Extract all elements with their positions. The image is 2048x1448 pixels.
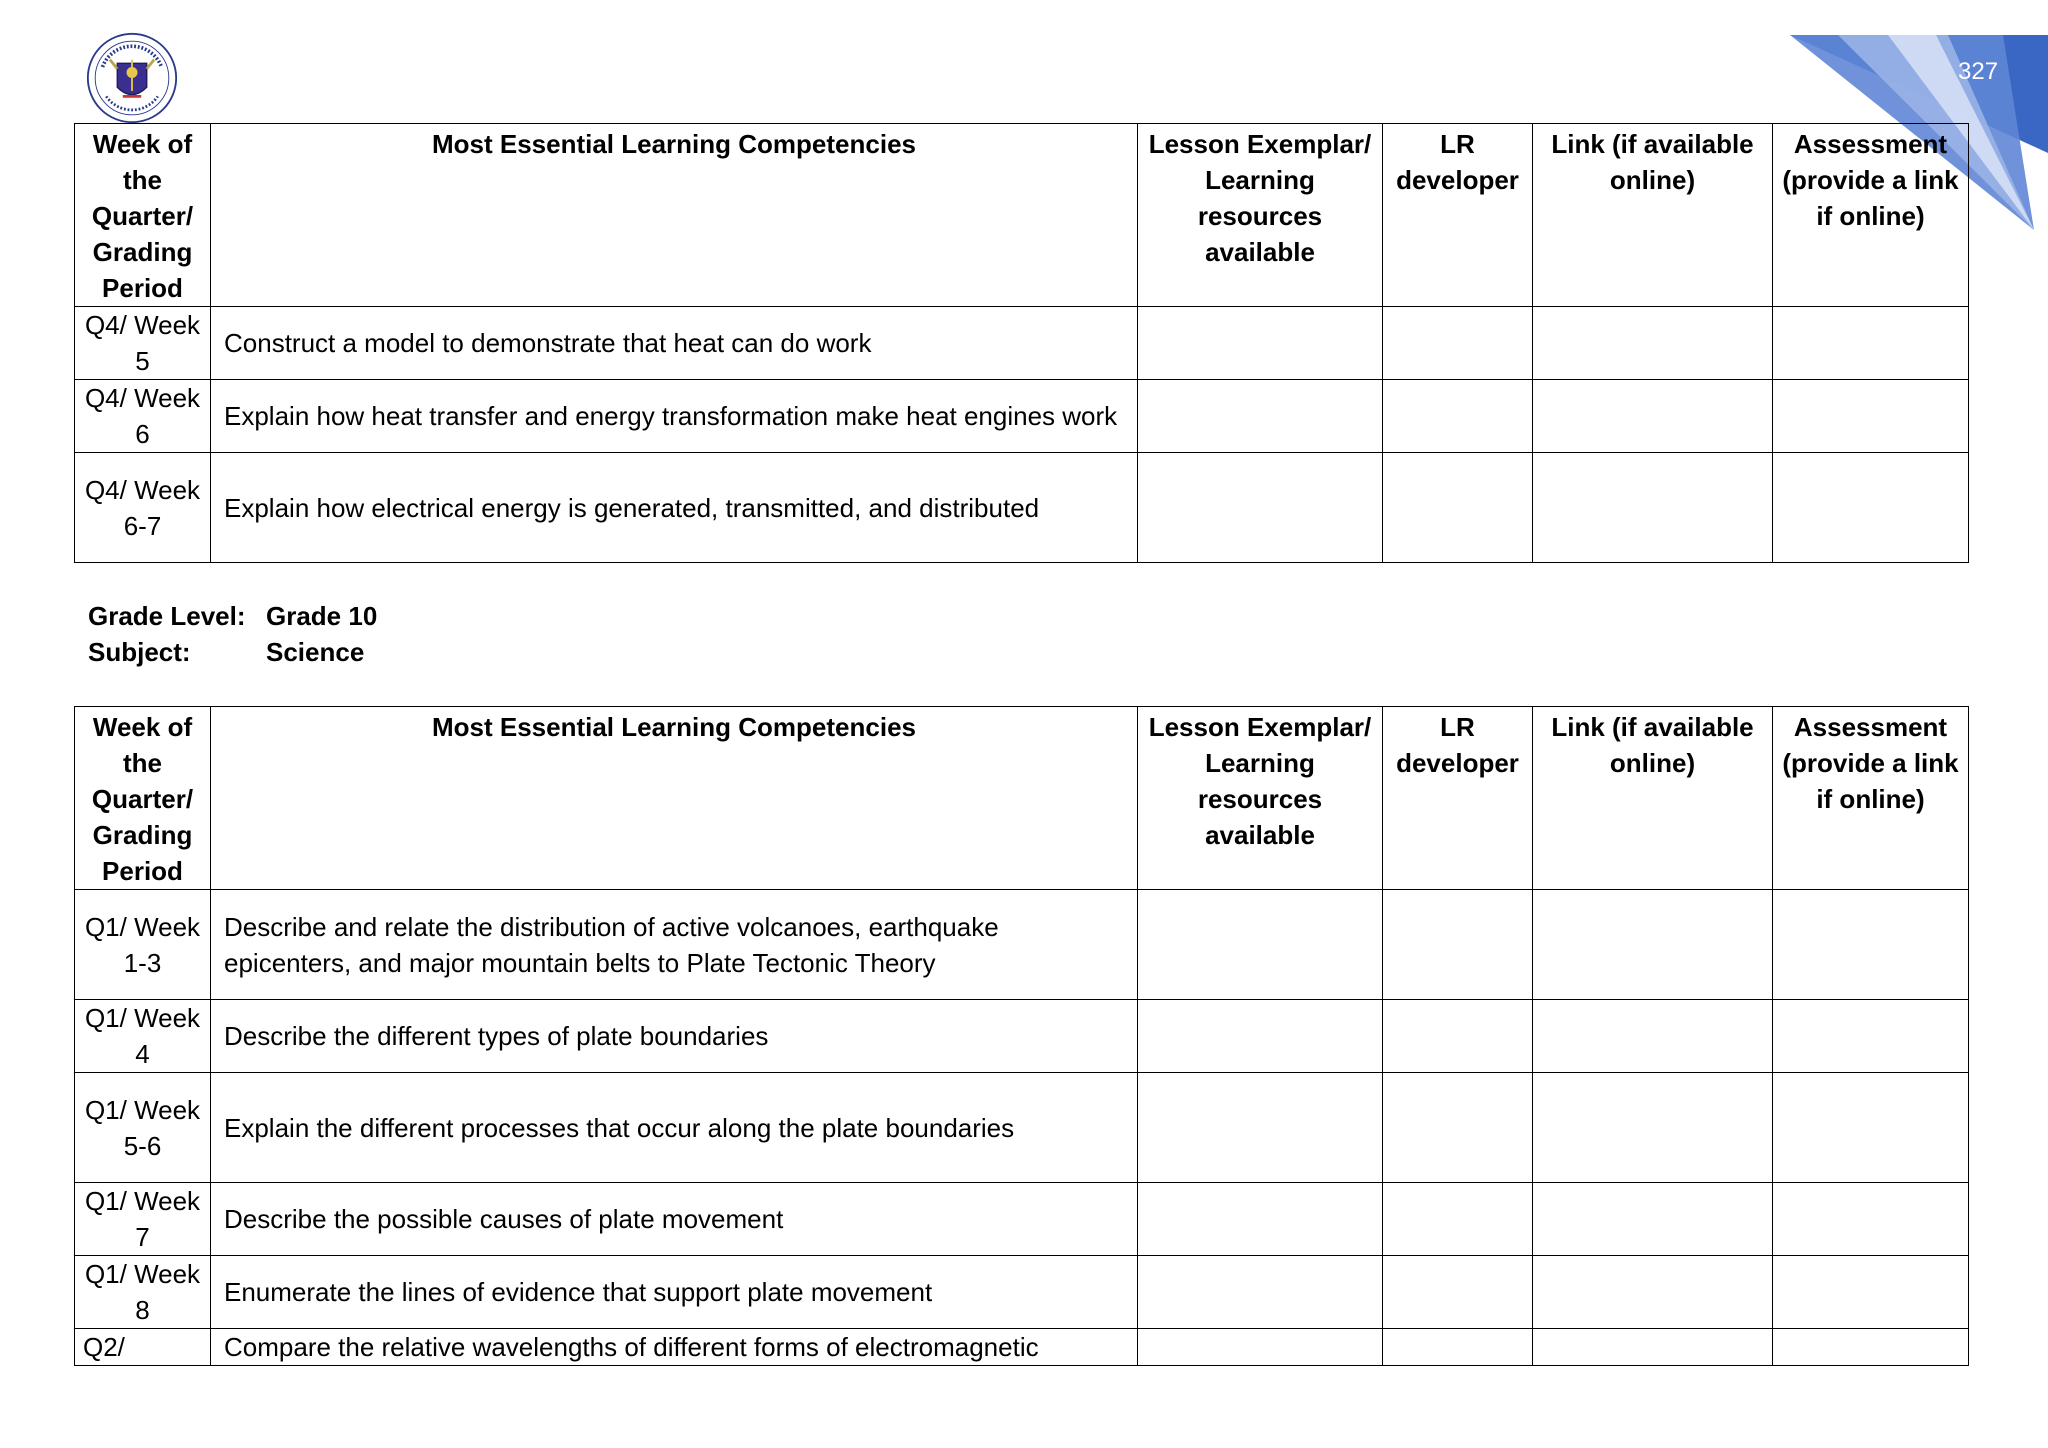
- header-competencies: Most Essential Learning Competencies: [211, 707, 1138, 890]
- table-row: [75, 1000, 1969, 1073]
- competency-cell: Describe the different types of plate boundaries: [211, 1000, 1138, 1073]
- empty-cell: [1383, 890, 1533, 1000]
- empty-cell: [1138, 1329, 1383, 1366]
- empty-cell: [1773, 1329, 1969, 1366]
- empty-cell: [1138, 1256, 1383, 1329]
- empty-cell: [1383, 1256, 1533, 1329]
- empty-cell: [1138, 1000, 1383, 1073]
- header-lr-developer: LR developer: [1383, 124, 1533, 307]
- empty-cell: [1533, 1000, 1773, 1073]
- competency-cell: Describe the possible causes of plate movement: [211, 1183, 1138, 1256]
- header-lesson-exemplar: Lesson Exemplar/ Learning resources available: [1138, 707, 1383, 890]
- empty-cell: [1773, 1256, 1969, 1329]
- header-lesson-exemplar: Lesson Exemplar/ Learning resources available: [1138, 124, 1383, 307]
- week-cell: Q2/: [75, 1329, 211, 1366]
- empty-cell: [1383, 380, 1533, 453]
- header-link: Link (if available online): [1533, 707, 1773, 890]
- empty-cell: [1773, 1073, 1969, 1183]
- table-row: [75, 890, 1969, 1000]
- competency-table-2: [74, 706, 1969, 1366]
- empty-cell: [1138, 1073, 1383, 1183]
- competency-cell: Explain how electrical energy is generated, transmitted, and distributed: [211, 453, 1138, 563]
- competency-cell: Explain the different processes that occur along the plate boundaries: [211, 1073, 1138, 1183]
- table-header-row: [75, 124, 1969, 307]
- week-cell: Q1/ Week 5-6: [75, 1073, 211, 1183]
- competency-cell: Describe and relate the distribution of active volcanoes, earthquake epicenters, and major mountain belts to Plate Tectonic Theory: [211, 890, 1138, 1000]
- grade-subject-info: [88, 598, 377, 670]
- empty-cell: [1533, 1256, 1773, 1329]
- table-header-row: [75, 707, 1969, 890]
- empty-cell: [1138, 380, 1383, 453]
- table-row: [75, 1073, 1969, 1183]
- header-lr-developer: LR developer: [1383, 707, 1533, 890]
- table-row: [75, 380, 1969, 453]
- competency-cell: Enumerate the lines of evidence that support plate movement: [211, 1256, 1138, 1329]
- week-cell: Q1/ Week 1-3: [75, 890, 211, 1000]
- header-week: Week of the Quarter/ Grading Period: [75, 707, 211, 890]
- week-cell: Q4/ Week 6: [75, 380, 211, 453]
- competency-table-1: [74, 123, 1969, 563]
- empty-cell: [1533, 453, 1773, 563]
- header-assessment: Assessment (provide a link if online): [1773, 124, 1969, 307]
- subject-value: Science: [266, 637, 365, 667]
- empty-cell: [1773, 307, 1969, 380]
- grade-level-value: Grade 10: [266, 601, 378, 631]
- empty-cell: [1383, 1073, 1533, 1183]
- empty-cell: [1773, 1000, 1969, 1073]
- empty-cell: [1533, 1073, 1773, 1183]
- deped-seal-logo: [86, 32, 178, 124]
- competency-cell: Compare the relative wavelengths of different forms of electromagnetic: [211, 1329, 1138, 1366]
- empty-cell: [1773, 453, 1969, 563]
- table-row: [75, 1183, 1969, 1256]
- empty-cell: [1533, 1329, 1773, 1366]
- empty-cell: [1138, 890, 1383, 1000]
- table-row: [75, 1256, 1969, 1329]
- empty-cell: [1138, 1183, 1383, 1256]
- empty-cell: [1533, 890, 1773, 1000]
- empty-cell: [1533, 307, 1773, 380]
- empty-cell: [1383, 307, 1533, 380]
- empty-cell: [1773, 380, 1969, 453]
- week-cell: Q1/ Week 8: [75, 1256, 211, 1329]
- week-cell: Q4/ Week 6-7: [75, 453, 211, 563]
- empty-cell: [1533, 1183, 1773, 1256]
- table-row: [75, 307, 1969, 380]
- empty-cell: [1383, 1000, 1533, 1073]
- competency-cell: Construct a model to demonstrate that heat can do work: [211, 307, 1138, 380]
- subject-label: Subject:: [88, 637, 191, 667]
- header-link: Link (if available online): [1533, 124, 1773, 307]
- week-cell: Q4/ Week 5: [75, 307, 211, 380]
- empty-cell: [1138, 307, 1383, 380]
- week-cell: Q1/ Week 7: [75, 1183, 211, 1256]
- header-assessment: Assessment (provide a link if online): [1773, 707, 1969, 890]
- competency-cell: Explain how heat transfer and energy transformation make heat engines work: [211, 380, 1138, 453]
- empty-cell: [1138, 453, 1383, 563]
- empty-cell: [1533, 380, 1773, 453]
- table-row: [75, 1329, 1969, 1366]
- header-competencies: Most Essential Learning Competencies: [211, 124, 1138, 307]
- empty-cell: [1773, 890, 1969, 1000]
- week-cell: Q1/ Week 4: [75, 1000, 211, 1073]
- empty-cell: [1383, 1329, 1533, 1366]
- empty-cell: [1383, 1183, 1533, 1256]
- empty-cell: [1773, 1183, 1969, 1256]
- page-number: 327: [1958, 58, 1999, 85]
- grade-level-label: Grade Level:: [88, 601, 246, 631]
- header-week: Week of the Quarter/ Grading Period: [75, 124, 211, 307]
- empty-cell: [1383, 453, 1533, 563]
- table-row: [75, 453, 1969, 563]
